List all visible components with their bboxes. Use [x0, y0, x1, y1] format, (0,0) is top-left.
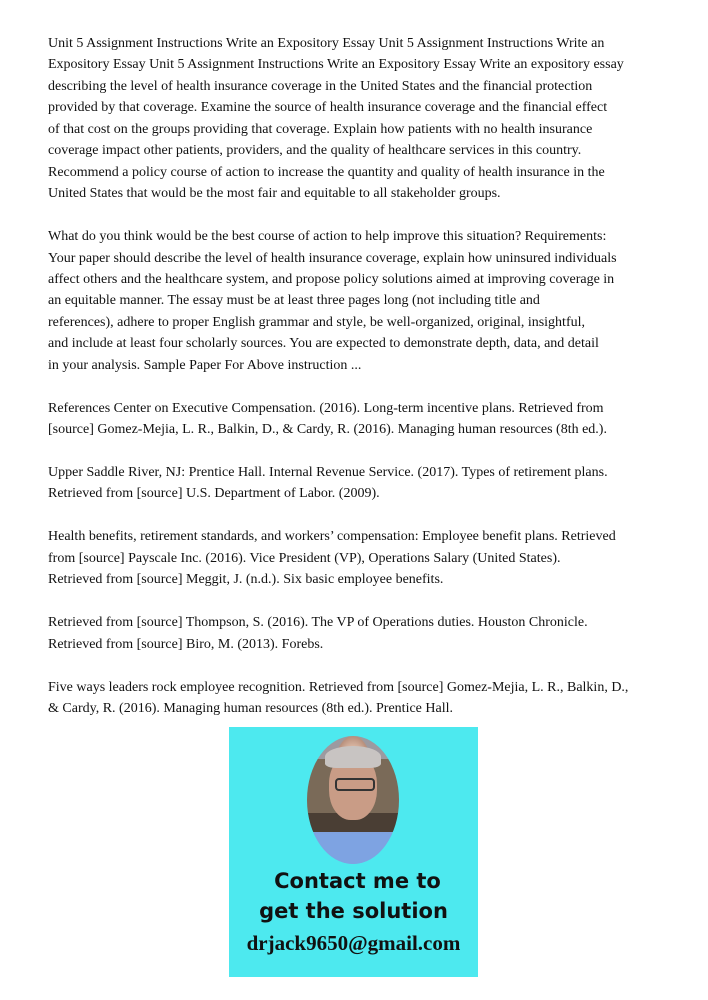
text-line: Retrieved from [source] U.S. Department of Labor. (2009).	[48, 486, 380, 502]
paragraph	[48, 612, 688, 655]
document-body	[48, 33, 688, 741]
text-line: from [source] Payscale Inc. (2016). Vice President (VP), Operations Salary (United States).	[48, 550, 561, 566]
text-line: of that cost on the groups providing that coverage. Explain how patients with no health insurance	[48, 121, 593, 137]
text-line: United States that would be the most fair and equitable to all stakeholder groups.	[48, 186, 501, 202]
text-line: Five ways leaders rock employee recognition. Retrieved from [source] Gomez-Mejia, L. R., Balkin, D.,	[48, 679, 629, 695]
text-line: describing the level of health insurance coverage in the United States and the financial protection	[48, 78, 593, 94]
text-line: an equitable manner. The essay must be at least three pages long (not including title and	[48, 293, 540, 309]
text-line: [source] Gomez-Mejia, L. R., Balkin, D., & Cardy, R. (2016). Managing human resources (8th ed.).	[48, 422, 607, 438]
text-line: provided by that coverage. Examine the source of health insurance coverage and the financial effect	[48, 100, 608, 116]
text-line: Retrieved from [source] Biro, M. (2013). Forebs.	[48, 636, 324, 652]
paragraph	[48, 33, 688, 205]
text-line: references), adhere to proper English grammar and style, be well-organized, original, insightful,	[48, 314, 585, 330]
paragraph	[48, 526, 688, 590]
text-line: coverage impact other patients, providers, and the quality of healthcare services in this country.	[48, 143, 582, 159]
text-line: Your paper should describe the level of health insurance coverage, explain how uninsured individuals	[48, 250, 617, 266]
text-line: & Cardy, R. (2016). Managing human resources (8th ed.). Prentice Hall.	[48, 700, 453, 716]
promo-text-line1: Contact me to	[274, 869, 441, 893]
text-line: Unit 5 Assignment Instructions Write an Expository Essay Unit 5 Assignment Instructions Write an	[48, 36, 605, 51]
paragraph	[48, 677, 688, 720]
text-line: Upper Saddle River, NJ: Prentice Hall. Internal Revenue Service. (2017). Types of retirement plans.	[48, 465, 608, 481]
paragraph	[48, 462, 688, 505]
text-line: affect others and the healthcare system, and propose policy solutions aimed at improving coverage in	[48, 271, 615, 287]
promo-email: drjack9650@gmail.com	[246, 931, 461, 955]
text-line: Retrieved from [source] Meggit, J. (n.d.). Six basic employee benefits.	[48, 572, 444, 588]
text-line: References Center on Executive Compensation. (2016). Long-term incentive plans. Retrieved from	[48, 400, 604, 416]
text-line: in your analysis. Sample Paper For Above instruction ...	[48, 357, 362, 373]
text-line: and include at least four scholarly sources. You are expected to demonstrate depth, data, and detail	[48, 336, 599, 352]
text-line: Retrieved from [source] Thompson, S. (2016). The VP of Operations duties. Houston Chronicle.	[48, 615, 588, 631]
text-line: What do you think would be the best course of action to help improve this situation? Requirements:	[48, 229, 607, 245]
text-line: Health benefits, retirement standards, and workers’ compensation: Employee benefit plans. Retrieved	[48, 529, 616, 545]
author-portrait	[307, 736, 399, 864]
contact-promo-image	[229, 727, 478, 977]
text-line: Recommend a policy course of action to increase the quantity and quality of health insurance in the	[48, 164, 605, 180]
paragraph	[48, 398, 688, 441]
promo-text-line2: get the solution	[259, 899, 448, 923]
text-line: Expository Essay Unit 5 Assignment Instructions Write an Expository Essay Write an expository essay	[48, 57, 624, 73]
paragraph	[48, 226, 688, 376]
